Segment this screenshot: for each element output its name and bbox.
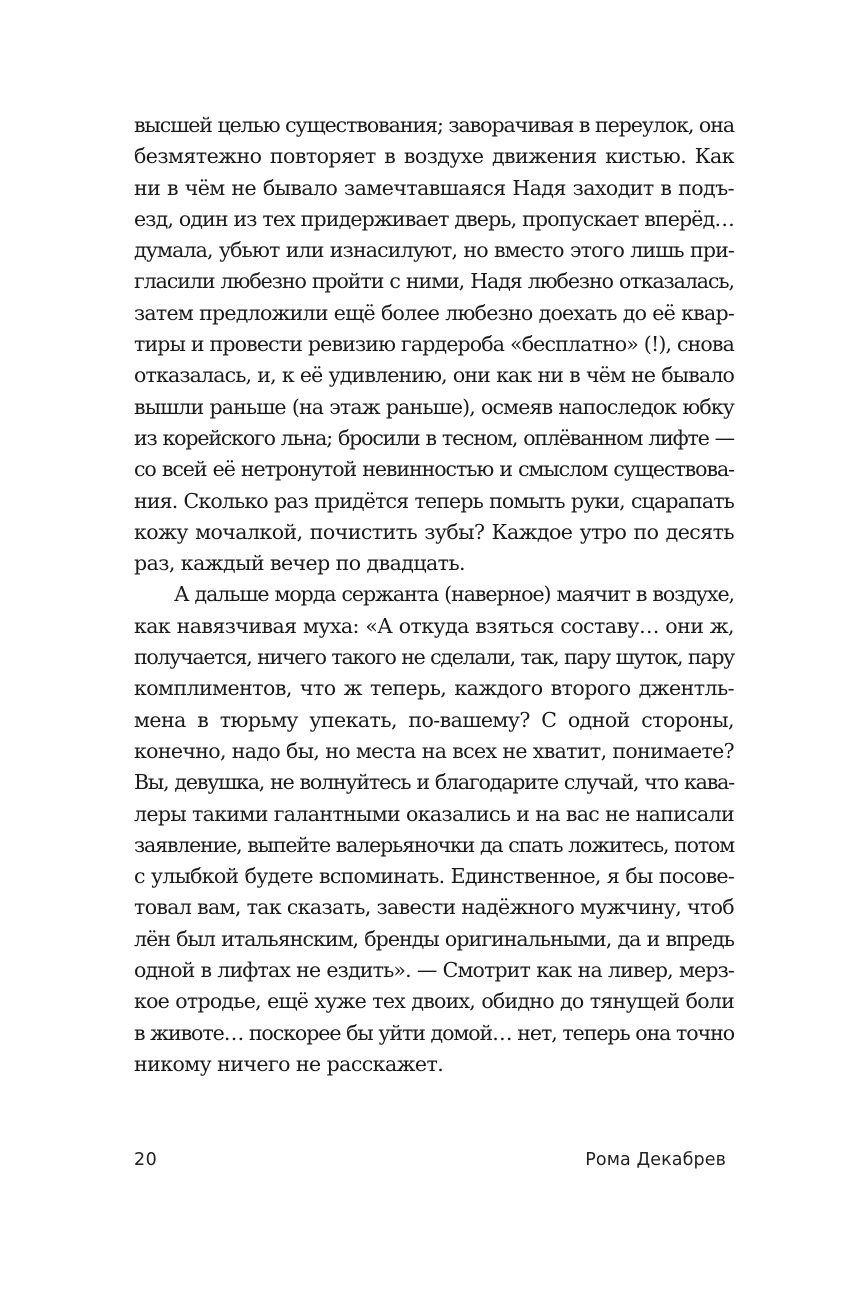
paragraph-1 — [134, 110, 734, 579]
text-line: мена в тюрьму упекать, по-вашему? С одной стороны, — [134, 707, 734, 732]
body-text — [134, 110, 734, 1080]
text-line: гласили любезно пройти с ними, Надя любезно отказалась, — [134, 269, 734, 294]
page-footer — [134, 1150, 726, 1178]
text-line: товал вам, так сказать, завести надёжного мужчину, чтоб — [134, 895, 734, 920]
text-line: вышли раньше (на этаж раньше), осмеяв напоследок юбку — [134, 394, 734, 419]
text-line: получается, ничего такого не сделали, так, пару шуток, пару — [134, 645, 734, 670]
text-line: кое отродье, ещё хуже тех двоих, обидно до тянущей боли — [134, 989, 734, 1014]
text-line: конечно, надо бы, но места на всех не хватит, понимаете? — [134, 738, 734, 763]
text-line-last: никому ничего не расскажет. — [134, 1051, 444, 1076]
text-line: затем предложили ещё более любезно доехать до её квар- — [134, 300, 734, 325]
text-line: как навязчивая муха: «А откуда взяться составу… они ж, — [134, 613, 734, 638]
text-line: из корейского льна; бросили в тесном, оплёванном лифте — — [134, 425, 734, 450]
text-line: тиры и провести ревизию гардероба «бесплатно» (!), снова — [134, 332, 734, 357]
text-line: заявление, выпейте валерьяночки да спать ложитесь, потом — [134, 832, 734, 857]
text-line-indented: А дальше морда сержанта (наверное) маячит в воздухе, — [174, 582, 734, 607]
text-line: езд, один из тех придерживает дверь, пропускает вперёд… — [134, 206, 734, 231]
page-number: 20 — [134, 1150, 158, 1170]
text-line: Вы, девушка, не волнуйтесь и благодарите случай, что кава- — [134, 770, 734, 795]
text-line: комплиментов, что ж теперь, каждого второго джентль- — [134, 676, 734, 701]
text-line: с улыбкой будете вспоминать. Единственное, я бы посове- — [134, 864, 734, 889]
text-line-last: раз, каждый вечер по двадцать. — [134, 551, 466, 576]
text-line: в животе… поскорее бы уйти домой… нет, теперь она точно — [134, 1020, 734, 1045]
text-line: отказалась, и, к её удивлению, они как ни в чём не бывало — [134, 363, 734, 388]
text-line: ни в чём не бывало замечтавшаяся Надя заходит в подъ- — [134, 175, 734, 200]
text-line: кожу мочалкой, почистить зубы? Каждое утро по десять — [134, 519, 734, 544]
text-line: высшей целью существования; заворачивая в переулок, она — [134, 113, 734, 137]
text-line: безмятежно повторяет в воздухе движения кистью. Как — [134, 144, 734, 169]
running-footer-author: Рома Декабрев — [585, 1150, 726, 1170]
text-line: леры такими галантными оказались и на вас не написали — [134, 801, 734, 826]
text-line: ния. Сколько раз придётся теперь помыть руки, сцарапать — [134, 488, 734, 513]
paragraph-2 — [134, 579, 734, 1080]
text-line: со всей её нетронутой невинностью и смыслом существова- — [134, 457, 734, 482]
text-line: лён был итальянским, бренды оригинальными, да и впредь — [134, 926, 734, 951]
text-line: думала, убьют или изнасилуют, но вместо этого лишь при- — [134, 238, 734, 263]
text-line: одной в лифтах не ездить». — Смотрит как на ливер, мерз- — [134, 958, 734, 983]
